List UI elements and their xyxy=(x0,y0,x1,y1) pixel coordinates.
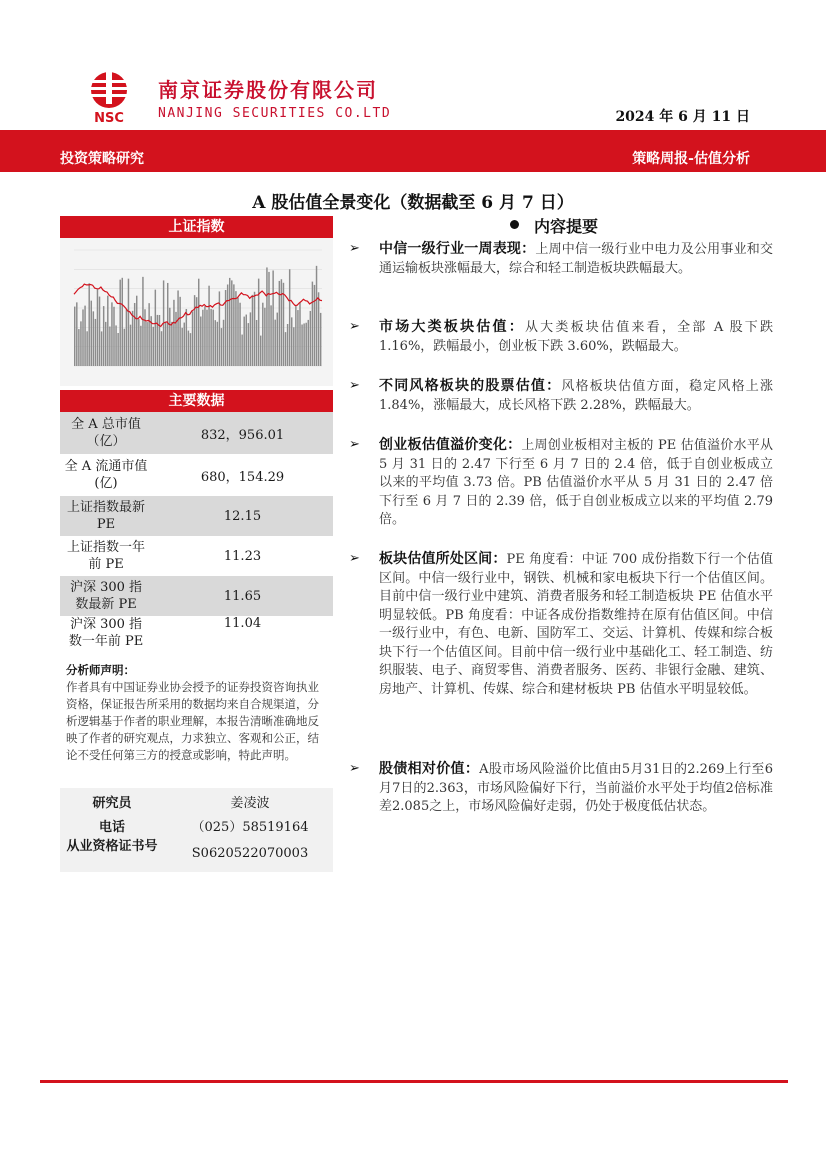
analyst-statement-title: 分析师声明： xyxy=(66,663,135,677)
volume-bar xyxy=(177,290,178,366)
volume-bar xyxy=(287,324,288,366)
table-row xyxy=(60,576,333,616)
summary-item xyxy=(349,377,773,415)
volume-bar xyxy=(283,283,284,366)
summary-item-lead: 中信一级行业一周表现： xyxy=(379,241,536,257)
volume-bar xyxy=(301,325,302,366)
analyst-row xyxy=(60,816,333,838)
volume-bar xyxy=(200,317,201,366)
volume-bar xyxy=(190,333,191,366)
analyst-statement xyxy=(66,662,330,764)
volume-bar xyxy=(97,289,98,366)
volume-bar xyxy=(303,323,304,366)
volume-bar xyxy=(246,315,247,366)
volume-bar xyxy=(155,290,156,366)
volume-bar xyxy=(80,321,81,366)
volume-bar xyxy=(285,332,286,366)
summary-item-text: 上周中信一级行业中电力及公用事业和交通运输板块涨幅最大，综合和轻工制造板块跌幅最大。 xyxy=(379,242,773,276)
summary-item xyxy=(349,550,773,699)
arrow-bullet-icon: ➢ xyxy=(349,551,360,566)
volume-bar xyxy=(208,286,209,366)
arrow-bullet-icon: ➢ xyxy=(349,241,360,256)
volume-bar xyxy=(248,323,249,366)
summary-item-text: 风格板块估值方面，稳定风格上涨 1.84%，涨幅最大，成长风格下跌 2.28%，跌幅最大。 xyxy=(379,379,773,413)
arrow-bullet-icon: ➢ xyxy=(349,437,360,452)
volume-bar xyxy=(86,331,87,366)
analyst-key: 从业资格证书号 xyxy=(66,839,158,854)
logo-text: NSC xyxy=(94,111,124,124)
analyst-row xyxy=(60,838,333,872)
main-data-header: 主要数据 xyxy=(60,390,333,412)
volume-bar xyxy=(181,328,182,366)
arrow-bullet-icon: ➢ xyxy=(349,319,360,334)
table-row xyxy=(60,496,333,536)
arrow-bullet-icon: ➢ xyxy=(349,378,360,393)
analyst-value: S0620522070003 xyxy=(191,846,309,861)
summary-item xyxy=(349,436,773,530)
summary-item-lead: 创业板估值溢价变化： xyxy=(379,437,522,453)
volume-bar xyxy=(126,309,127,366)
table-row xyxy=(60,412,333,454)
volume-bar xyxy=(179,297,180,366)
summary-item-text: 上周创业板相对主板的 PE 估值溢价水平从 5 月 31 日的 2.47 下行至 6 月 7 日的 2.4 倍，低于自创业板成立以来的平均值 3.73 倍。PB 估值溢价水平从 5 月 31 日的 2.47 倍下行至 6 月 7 日的 2.39 倍，低于自创业板成立以来的平均值 2.79 倍。 xyxy=(379,438,773,527)
volume-bar xyxy=(262,303,263,366)
volume-bar xyxy=(161,331,162,366)
volume-bar xyxy=(202,310,203,366)
volume-bar xyxy=(76,302,77,366)
index-chart-svg xyxy=(60,238,333,386)
analyst-value: 姜凌波 xyxy=(230,796,270,811)
volume-bar xyxy=(231,280,232,366)
volume-bar xyxy=(159,315,160,366)
volume-bar xyxy=(241,335,242,366)
volume-bar xyxy=(295,305,296,366)
volume-bar xyxy=(212,310,213,366)
summary-item-lead: 市场大类板块估值： xyxy=(379,319,525,335)
volume-bar xyxy=(254,292,255,366)
volume-bar xyxy=(124,329,125,366)
analyst-row xyxy=(60,792,333,814)
volume-bar xyxy=(74,307,75,366)
row-value: 832，956.01 xyxy=(152,412,333,454)
volume-bar xyxy=(314,285,315,366)
volume-bar xyxy=(88,283,89,366)
volume-bar xyxy=(165,322,166,366)
volume-bar xyxy=(93,311,94,366)
volume-bar xyxy=(134,303,135,366)
volume-bar xyxy=(113,307,114,366)
volume-bar xyxy=(308,320,309,366)
volume-bar xyxy=(169,308,170,366)
row-value: 11.23 xyxy=(223,548,262,564)
volume-bar xyxy=(206,310,207,366)
volume-bar xyxy=(78,329,79,366)
volume-bar xyxy=(320,313,321,366)
volume-bar xyxy=(115,325,116,366)
volume-bar xyxy=(260,336,261,366)
index-chart-header: 上证指数 xyxy=(60,216,333,238)
summary-item-lead: 不同风格板块的股票估值： xyxy=(379,378,562,394)
volume-bar xyxy=(258,279,259,366)
summary-item xyxy=(349,760,773,817)
table-row xyxy=(60,536,333,576)
row-value: 11.65 xyxy=(152,576,333,616)
volume-bar xyxy=(148,303,149,366)
volume-bar xyxy=(215,320,216,366)
row-value: 12.15 xyxy=(152,496,333,536)
report-category: 投资策略研究 xyxy=(60,151,144,167)
bullet-dot-icon xyxy=(510,220,519,229)
volume-bar xyxy=(256,320,257,366)
volume-bar xyxy=(107,296,108,366)
volume-bar xyxy=(130,325,131,366)
volume-bar xyxy=(111,302,112,366)
footer-rule xyxy=(40,1080,788,1083)
volume-bar xyxy=(312,282,313,366)
volume-bar xyxy=(243,317,244,366)
row-label: 上证指数一年前 PE xyxy=(66,540,145,572)
summary-item-text: PE 角度看：中证 700 成份指数下行一个估值区间。中信一级行业中，钢铁、机械和家电板块下行一个估值区间。目前中信一级行业中建筑、消费者服务和轻工制造板块 PE 估值水平明显较低。PB 角度看：中证各成份指数维持在原有估值区间。中信一级行业中，有色、电新、国防军工、交运、计算机、传媒和综合板块下行一个估值区间。目前中信一级行业中基础化工、轻工制造、纺织服装、电子、商贸零售、消费者服务、医药、非银行金融、建筑、房地产、计算机、传媒、综合和建材板块 PB 估值水平明显较低。 xyxy=(379,552,773,697)
volume-bar xyxy=(235,291,236,366)
volume-bar xyxy=(293,327,294,366)
summary-heading: 内容提要 xyxy=(534,217,599,236)
volume-bar xyxy=(105,322,106,366)
nsc-logo xyxy=(82,70,136,124)
volume-bar xyxy=(252,295,253,366)
volume-bar xyxy=(119,280,120,366)
arrow-bullet-icon: ➢ xyxy=(349,761,360,776)
volume-bar xyxy=(103,306,104,366)
summary-item xyxy=(349,240,773,278)
volume-bar xyxy=(128,279,129,366)
company-name-en: NANJING SECURITIES CO.LTD xyxy=(158,106,392,121)
volume-bar xyxy=(266,267,267,366)
analyst-value: （025）58519164 xyxy=(191,820,309,835)
volume-bar xyxy=(109,327,110,366)
index-chart xyxy=(60,238,333,386)
volume-bar xyxy=(239,303,240,366)
volume-bar xyxy=(167,283,168,366)
volume-bar xyxy=(274,320,275,366)
volume-bar xyxy=(204,306,205,366)
report-title: A 股估值全景变化（数据截至 6 月 7 日） xyxy=(252,193,574,213)
analyst-key: 电话 xyxy=(98,820,125,835)
summary-item xyxy=(349,318,773,356)
volume-bar xyxy=(132,311,133,366)
volume-bar xyxy=(91,301,92,366)
volume-bar xyxy=(289,269,290,366)
volume-bar xyxy=(299,302,300,366)
volume-bar xyxy=(316,266,317,366)
volume-bar xyxy=(184,323,185,366)
volume-bar xyxy=(140,326,141,366)
volume-bar xyxy=(233,284,234,366)
volume-bar xyxy=(138,319,139,366)
volume-bar xyxy=(95,319,96,366)
volume-bar xyxy=(84,306,85,366)
volume-bar xyxy=(194,295,195,366)
volume-bar xyxy=(173,300,174,366)
volume-bar xyxy=(237,298,238,366)
row-label: 上证指数最新 PE xyxy=(60,496,152,536)
volume-bar xyxy=(272,270,273,366)
volume-bar xyxy=(186,309,187,366)
analyst-statement-text: 作者具有中国证券业协会授予的证券投资咨询执业资格，保证报告所采用的数据均来自合规渠道，分析逻辑基于作者的职业理解，本报告清晰准确地反映了作者的研究观点，力求独立、客观和公正，结论不受任何第三方的授意或影响，特此声明。 xyxy=(66,680,319,762)
volume-bar xyxy=(268,272,269,366)
volume-bar xyxy=(82,309,83,366)
analyst-key: 研究员 xyxy=(92,796,132,811)
report-type: 策略周报-估值分析 xyxy=(632,151,750,167)
volume-bar xyxy=(281,279,282,366)
volume-bar xyxy=(310,311,311,366)
volume-bar xyxy=(136,296,137,366)
volume-bar xyxy=(153,327,154,366)
volume-bar xyxy=(221,328,222,366)
volume-bar xyxy=(188,331,189,366)
volume-bar xyxy=(297,310,298,366)
volume-bar xyxy=(277,313,278,366)
table-row xyxy=(60,616,333,666)
volume-bar xyxy=(117,333,118,366)
row-value: 680，154.29 xyxy=(200,469,285,485)
volume-bar xyxy=(227,284,228,366)
volume-bar xyxy=(101,331,102,366)
volume-bar xyxy=(144,309,145,366)
volume-bar xyxy=(223,320,224,366)
volume-bar xyxy=(270,305,271,366)
volume-bar xyxy=(210,309,211,366)
volume-bar xyxy=(217,322,218,366)
volume-bar xyxy=(264,308,265,366)
company-name-cn: 南京证券股份有限公司 xyxy=(158,78,378,102)
row-label: 全 A 总市值（亿） xyxy=(60,412,152,454)
row-value: 11.04 xyxy=(223,616,262,631)
volume-bar xyxy=(171,322,172,366)
summary-item-text: 从大类板块估值来看，全部 A 股下跌 1.16%，跌幅最小，创业板下跌 3.60%，跌幅最大。 xyxy=(379,320,774,354)
volume-bar xyxy=(146,322,147,366)
volume-bar xyxy=(142,277,143,366)
volume-bar xyxy=(229,278,230,366)
volume-bar xyxy=(175,312,176,366)
volume-bar xyxy=(305,323,306,366)
volume-bar xyxy=(198,279,199,366)
row-label: 沪深 300 指数一年前 PE xyxy=(68,617,144,649)
summary-item-lead: 股债相对价值： xyxy=(379,761,480,777)
volume-bar xyxy=(291,317,292,366)
report-date: 2024 年 6 月 11 日 xyxy=(615,109,750,125)
summary-item-lead: 板块估值所处区间： xyxy=(379,551,507,567)
analyst-info xyxy=(60,788,333,872)
main-data-table xyxy=(60,412,333,666)
row-label: 全 A 流通市值(亿) xyxy=(64,459,148,491)
table-row xyxy=(60,454,333,496)
volume-bar xyxy=(99,297,100,366)
volume-bar xyxy=(192,311,193,366)
volume-bar xyxy=(250,312,251,366)
row-label: 沪深 300 指数最新 PE xyxy=(60,576,152,616)
summary-item-text: A股市场风险溢价比值由5月31日的2.269上行至6月7日的2.363，市场风险偏好下行，当前溢价水平处于均值2倍标准差2.085之上，市场风险偏好走弱，仍处于极度低估状态。 xyxy=(379,762,773,814)
volume-bar xyxy=(318,292,319,366)
volume-bar xyxy=(122,278,123,366)
